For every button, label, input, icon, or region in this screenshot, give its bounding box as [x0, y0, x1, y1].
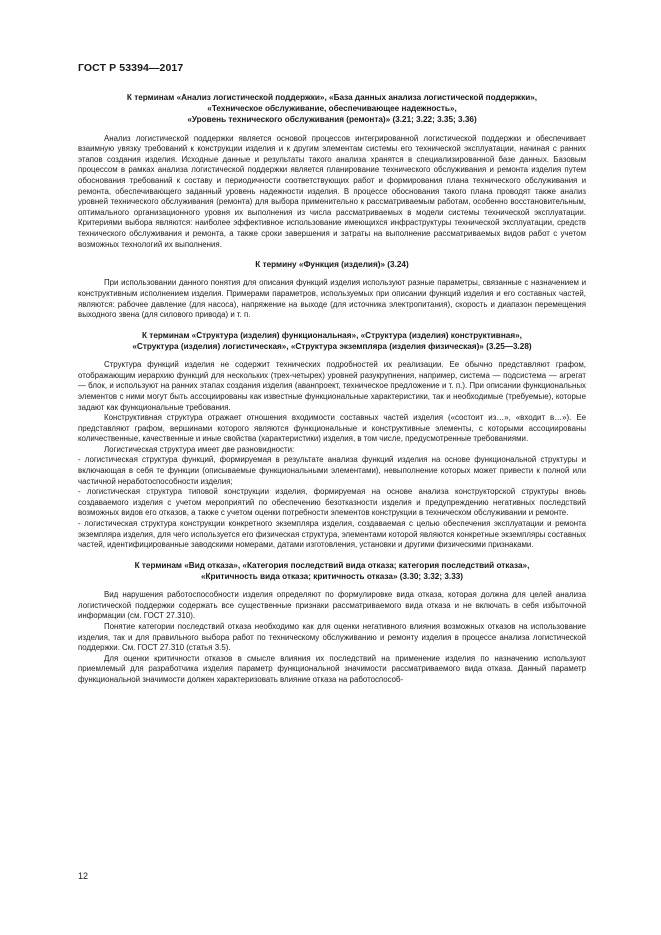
list-item: - логистическая структура типовой конструкции изделия, формируемая на основе анализа конструкторской структуры вновь создаваемого изделия с учетом мероприятий по обеспечению безотказности изделия и предупреждению негативных последствий возможных видов его отказов, а также с учетом оценки потребности элементов конструкции в техническом обслуживании и ремонте. [78, 487, 586, 518]
standard-designation: ГОСТ Р 53394—2017 [78, 62, 184, 74]
heading-line: «Уровень технического обслуживания (ремонта)» (3.21; 3.22; 3.35; 3.36) [187, 115, 477, 125]
paragraph: Понятие категории последствий отказа необходимо как для оценки негативного влияния возможных отказов на использование изделия, так и для правильного выбора работ по техническому обслуживанию и ремонту изделия в процессе анализа логистической поддержки. См. ГОСТ 27.310 (статья 3.5). [78, 622, 586, 653]
heading-line: К терминам «Анализ логистической поддержки», «База данных анализа логистической поддержки», [126, 93, 538, 102]
section-heading [78, 259, 586, 270]
section-heading [78, 330, 586, 352]
heading-line: К терминам «Структура (изделия) функциональная», «Структура (изделия) конструктивная», [142, 330, 522, 340]
paragraph: Конструктивная структура отражает отношения входимости составных частей изделия («состоит из…», «входит в…»). Ее представляют графом, вершинами которого являются функциональные и конструктивные элементы, с которыми ассоциированы количественные, качественные и иные свойства (характеристики) изделия, в том числе, предусмотренные требованиями. [78, 413, 586, 444]
paragraph: Вид нарушения работоспособности изделия определяют по формулировке вида отказа, которая должна для целей анализа логистической поддержки содержать все существенные признаки рассматриваемого вида отказа и не включать в себя избыточной информации (см. ГОСТ 27.310). [78, 590, 586, 621]
section-structures [78, 330, 586, 551]
heading-line: «Критичность вида отказа; критичность отказа» (3.30; 3.32; 3.33) [200, 572, 464, 582]
paragraph: Структура функций изделия не содержит технических подробностей их реализации. Ее обычно представляют графом, отображающим иерархию функций для нескольких (трех-четырех) уровней разукрупнения, например, система — подсистема — агрегат — блок, и используют на ранних этапах создания изделия (аванпроект, техническое предложение и т. п.). При описании функциональных элементов с ними могут быть ассоциированы как известные функциональные характеристики, так и необходимые (требуемые), которые задают как функциональные требования. [78, 360, 586, 412]
section-function [78, 259, 586, 321]
heading-line: «Структура (изделия) логистическая», «Структура экземпляра (изделия физическая)» (3.25—3.28) [132, 341, 532, 351]
page-number: 12 [78, 871, 89, 881]
section-heading [78, 560, 586, 582]
document-body [78, 92, 586, 686]
paragraph: Анализ логистической поддержки является основой процессов интегрированной логистической поддержки и обеспечивает взаимную увязку требований к конструкции изделия и к другим элементам системы его технической эксплуатации, начиная с ранних этапов создания изделия. Исходные данные и результаты такого анализа хранятся в специализированной базе данных. Базовым процессом в рамках анализа логистической поддержки является планирование технического обслуживания и ремонта изделия путем обоснования требований к составу и периодичности соответствующих работ и формирования плана технического обслуживания и ремонта, обеспечивающего заданный уровень надежности изделия. В процессе обоснования такого плана проводят также анализ уровней технического обслуживания (ремонта) для выбора применительно к рассматриваемым работам, особенно восстановительным, оптимального организационного уровня их выполнения из числа рассматриваемых в модели системы технической эксплуатации. Критериями выбора являются: наиболее эффективное использование имеющихся инфраструктуры технической эксплуатации, средств технического обслуживания и ремонта, а также сроки завершения и затраты на выполнение рассматриваемых видов работ с учетом возможных технологий их выполнения. [78, 133, 586, 249]
section-failure-modes [78, 560, 586, 686]
paragraph: При использовании данного понятия для описания функций изделия используют разные параметры, связанные с назначением и конструктивным исполнением изделия. Примерами параметров, используемых при описании функций изделия и его составных частей, являются: рабочее давление (для насоса), напряжение на выходе (для источника электропитания), скорость и диапазон перемещения выходного звена (для силового привода) и т. п. [78, 278, 586, 320]
section-heading [78, 92, 586, 126]
paragraph: Для оценки критичности отказов в смысле влияния их последствий на применение изделия по назначению используют приемлемый для разработчика изделия параметр функциональной значимости рассматриваемого вида отказа. Данный параметр функциональной значимости должен характеризовать влияние отказа на работоспособ- [78, 653, 586, 684]
heading-line: К терминам «Вид отказа», «Категория последствий вида отказа; категория последствий отказа», [134, 560, 530, 570]
section-logistics-analysis [78, 92, 586, 250]
heading-line: «Техническое обслуживание, обеспечивающее надежность», [207, 104, 457, 114]
list-item: - логистическая структура конструкции конкретного экземпляра изделия, создаваемая с целью обеспечения эксплуатации и ремонта экземпляра изделия, для чего используется его физическая структура, элементами которой являются конкретные экземпляры составных частей, идентифицированные заводскими номерами, датами изготовления, установки и другими физическими признаками. [78, 519, 586, 550]
list-item: - логистическая структура функций, формируемая в результате анализа функций изделия на основе функциональной структуры и включающая в себя те функции (описываемые функциональными элементами), невыполнение которых может привести к полной или частичной неработоспособности изделия; [78, 455, 586, 486]
paragraph: Логистическая структура имеет две разновидности: [104, 444, 295, 454]
heading-line: К термину «Функция (изделия)» (3.24) [255, 260, 409, 270]
